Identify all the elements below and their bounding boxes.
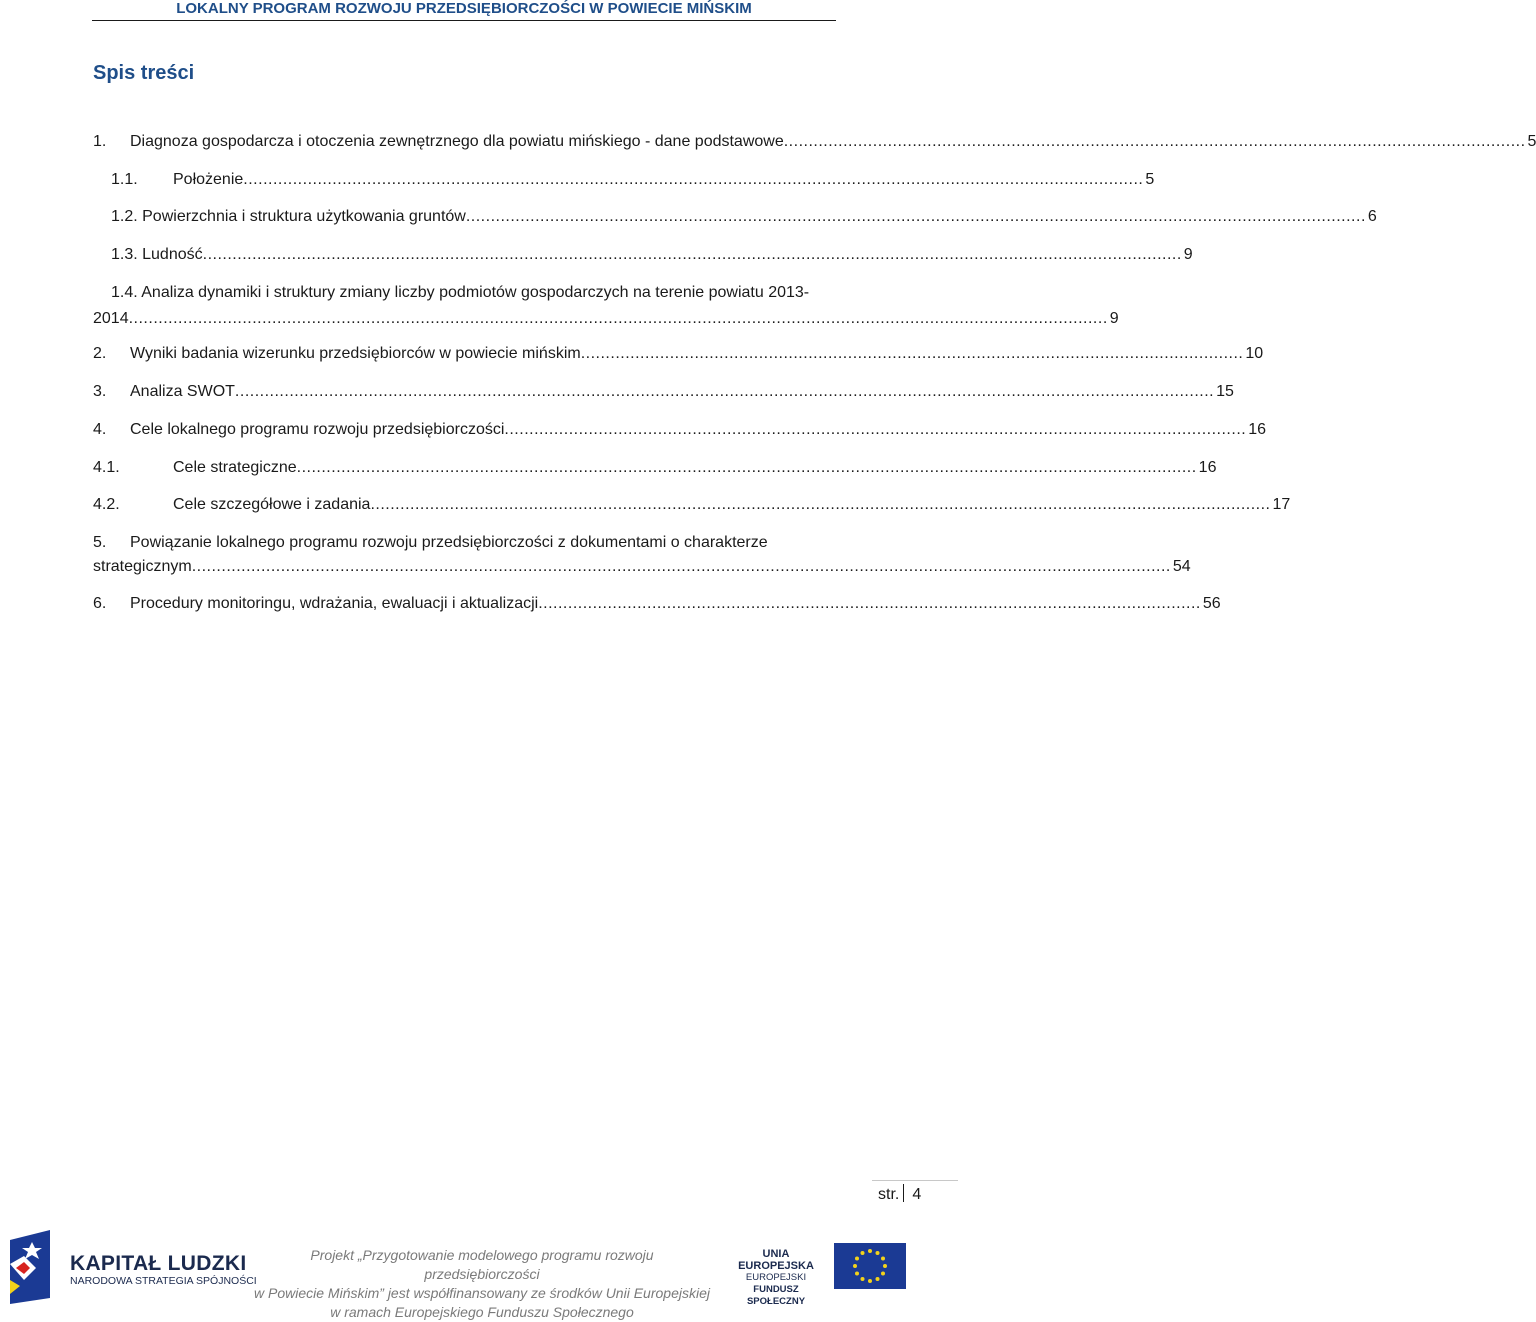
toc-entry-page: 6 [1367,208,1377,225]
eu-label-line3: FUNDUSZ SPOŁECZNY [746,1284,806,1307]
toc-entry-number: 2. [93,345,107,362]
toc-entry[interactable]: 5. Powiązanie lokalnego programu rozwoju przedsiębiorczości z dokumentami o charakterze strategicznym ...................................................................................................................................................................................................... 54 [93,532,863,580]
toc-entry-page: 5 [1527,133,1536,150]
toc-entry-number: 1.1. [111,171,138,188]
header-rule [92,20,836,21]
toc-entry-text: Diagnoza gospodarcza i otoczenia zewnętrznego dla powiatu mińskiego - dane podstawowe [130,133,784,150]
toc-entry[interactable]: Wyniki badania wizerunku przedsiębiorców w powiecie mińskim ...................................................................................................................................... 10 2. [93,343,863,365]
kapital-ludzki-logo-icon [6,1228,56,1304]
toc-entry-number: 1. [93,133,107,150]
eu-label-line1: UNIA EUROPEJSKA [738,1248,814,1272]
toc-entry-text: Wyniki badania wizerunku przedsiębiorców w powiecie mińskim [130,345,581,362]
toc-entry-number: 4.2. [93,496,120,513]
toc-entry-number: 4.1. [93,459,120,476]
toc-entry-number: 3. [93,383,107,400]
toc-entry[interactable]: 1.2. Powierzchnia i struktura użytkowania gruntów ...................................................................................................................................................................................... 6 [93,206,863,228]
project-note-line1: Projekt „Przygotowanie modelowego programu rozwoju przedsiębiorczości [310,1247,654,1282]
footer [0,1224,960,1320]
toc-entry[interactable]: Diagnoza gospodarcza i otoczenia zewnętrznego dla powiatu mińskiego - dane podstawowe ...................................................................................................................................................... 5 1. [93,131,863,153]
toc-title: Spis treści [93,62,195,84]
kapital-ludzki-title: KAPITAŁ LUDZKI [70,1252,247,1275]
page-number-rule [872,1180,958,1181]
page-number-prefix: str. [878,1186,900,1203]
project-note [252,1246,712,1322]
kapital-ludzki-subtitle: NARODOWA STRATEGIA SPÓJNOŚCI [70,1275,257,1287]
toc-entry[interactable]: Cele lokalnego programu rozwoju przedsiębiorczości ...................................................................................................................................................... 16 4. [93,419,863,441]
toc-entry-text: 2014 [93,310,129,327]
header-title: LOKALNY PROGRAM ROZWOJU PRZEDSIĘBIORCZOŚCI W POWIECIE MIŃSKIM [176,0,752,17]
toc-entry-text-line1: 1.4. Analiza dynamiki i struktury zmiany liczby podmiotów gospodarczych na terenie powiatu 2013- [111,284,810,301]
toc-entry[interactable]: 1.4. Analiza dynamiki i struktury zmiany liczby podmiotów gospodarczych na terenie powiatu 2013- 2014 ...................................................................................................................................................................................................... 9 [93,282,863,330]
toc-entry-text: Procedury monitoringu, wdrażania, ewaluacji i aktualizacji [130,595,539,612]
toc-entry[interactable]: Cele strategiczne ...................................................................................................................................................................................... 16 4.1. [93,457,863,479]
toc-entry-text: Cele szczegółowe i zadania [173,496,371,513]
toc-entry-text: Położenie [173,171,244,188]
page-number-value: 4 [912,1186,922,1203]
toc-entry[interactable]: 1.3. Ludność ...................................................................................................................................................................................................... 9 [93,244,863,266]
toc-entry-number: 4. [93,421,107,438]
toc-entry[interactable]: Położenie ...................................................................................................................................................................................... 5 1.1. [93,169,863,191]
toc-entry-page: 9 [1109,310,1119,327]
toc-entry-text: 1.3. Ludność [111,246,203,263]
page-number [878,1184,921,1204]
project-note-line3: w ramach Europejskiego Funduszu Społecznego [330,1304,634,1320]
page-number-separator [903,1184,904,1202]
toc-entry[interactable]: Analiza SWOT ...................................................................................................................................................................................................... 15 3. [93,381,863,403]
eu-flag-icon [834,1243,906,1289]
toc-entry-page: 54 [1172,558,1191,575]
toc-entry-page: 16 [1248,421,1266,438]
toc-entry-number: 5. [93,534,107,551]
toc-entry-text: Cele strategiczne [173,459,297,476]
toc-entry-page: 15 [1216,383,1234,400]
eu-label-line2: EUROPEJSKI [745,1272,807,1283]
toc-entry-page: 10 [1245,345,1264,362]
toc-entry-number: 6. [93,595,107,612]
toc-entry-text: Cele lokalnego programu rozwoju przedsiębiorczości [130,421,505,438]
toc-entry-text: 1.2. Powierzchnia i struktura użytkowania gruntów [111,208,466,225]
project-note-line2: w Powiecie Mińskim” jest współfinansowany ze środków Unii Europejskiej [254,1285,710,1301]
toc-entry-page: 17 [1272,496,1291,513]
toc-entry-text: strategicznym [93,558,192,575]
toc-entry-page: 56 [1202,595,1221,612]
toc-entry-page: 5 [1145,171,1155,188]
toc-entry[interactable]: Cele szczegółowe i zadania ...................................................................................................................................................................................... 17 4.2. [93,494,863,516]
toc-entry[interactable]: Procedury monitoringu, wdrażania, ewaluacji i aktualizacji ...................................................................................................................................... 56 6. [93,593,863,615]
toc-entry-page: 16 [1198,459,1217,476]
toc-entry-text: Analiza SWOT [130,383,235,400]
toc-entry-page: 9 [1183,246,1193,263]
eu-fund-label [724,1248,828,1308]
toc-entry-text-line1: Powiązanie lokalnego programu rozwoju przedsiębiorczości z dokumentami o charakterze [130,534,768,551]
